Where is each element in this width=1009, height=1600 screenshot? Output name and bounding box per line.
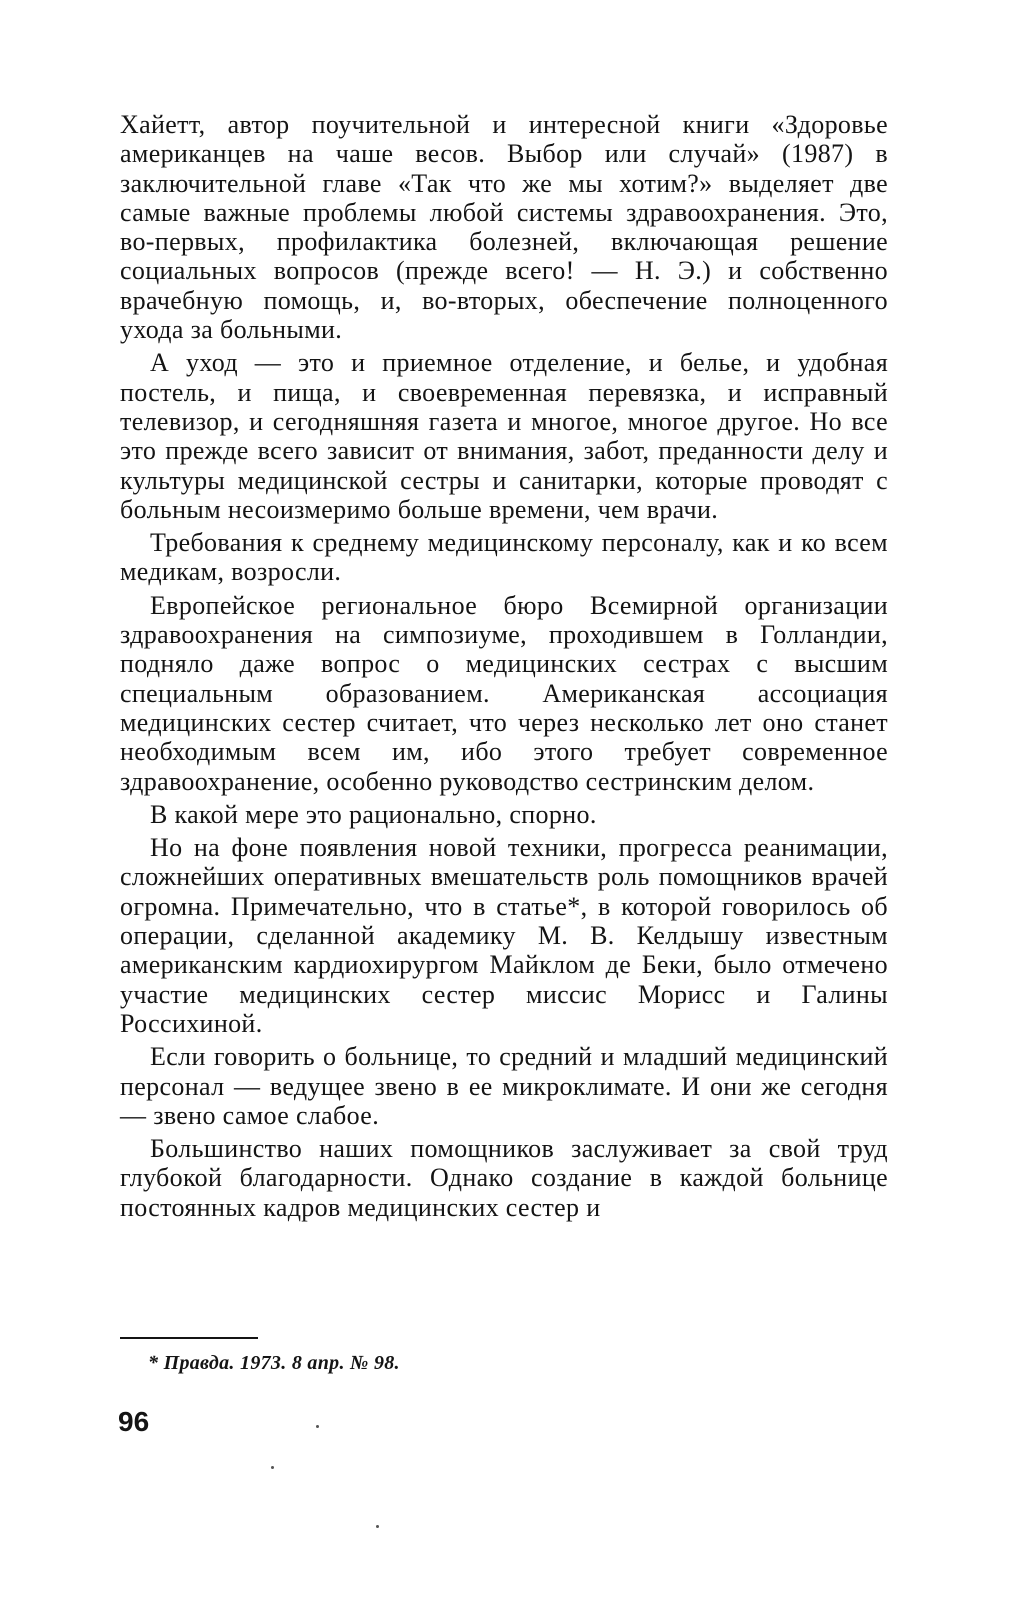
paragraph-8: Большинство наших помощников заслуживает за свой труд глубокой благодарности. Однако создание в каждой больнице постоянных кадров медицинских сестер и bbox=[120, 1134, 888, 1222]
scan-speck bbox=[376, 1525, 379, 1528]
paragraph-7: Если говорить о больнице, то средний и младший медицинский персонал — ведущее звено в ее микроклимате. И они же сегодня — звено самое слабое. bbox=[120, 1042, 888, 1130]
paragraph-5: В какой мере это рационально, спорно. bbox=[150, 799, 597, 829]
paragraph-1: Хайетт, автор поучительной и интересной книги «Здоровье американцев на чаше весов. Выбор или случай» (1987) в заключительной главе «Так что же мы хотим?» выделяет две самые важные проблемы любой системы здравоохранения. Это, во-первых, профилактика болезней, включающая решение социальных вопросов (прежде всего! — Н. Э.) и собственно врачебную помощь, и, во-вторых, обеспечение полноценного ухода за больными. bbox=[120, 110, 888, 345]
page-number: 96 bbox=[118, 1406, 150, 1437]
scan-speck bbox=[271, 1466, 274, 1469]
paragraph-3: Требования к среднему медицинскому персоналу, как и ко всем медикам, возросли. bbox=[120, 528, 888, 587]
paragraph-2: А уход — это и приемное отделение, и белье, и удобная постель, и пища, и своевременная перевязка, и исправный телевизор, и сегодняшняя газета и многое, многое другое. Но все это прежде всего зависит от внимания, забот, преданности делу и культуры медицинской сестры и санитарки, которые проводят с больным несоизмеримо больше времени, чем врачи. bbox=[120, 348, 888, 524]
footnote-divider bbox=[120, 1337, 258, 1339]
footnote: * Правда. 1973. 8 апр. № 98. bbox=[148, 1352, 400, 1374]
scan-speck bbox=[316, 1425, 319, 1428]
book-page-body bbox=[120, 110, 888, 1226]
paragraph-4: Европейское региональное бюро Всемирной организации здравоохранения на симпозиуме, проходившем в Голландии, подняло даже вопрос о медицинских сестрах с высшим специальным образованием. Американская ассоциация медицинских сестер считает, что через несколько лет оно станет необходимым всем им, ибо этого требует современное здравоохранение, особенно руководство сестринским делом. bbox=[120, 590, 888, 796]
paragraph-6: Но на фоне появления новой техники, прогресса реанимации, сложнейших оперативных вмешательств роль помощников врачей огромна. Примечательно, что в статье*, в которой говорилось об операции, сделанной академику М. В. Келдышу известным американским кардиохирургом Майклом де Беки, было отмечено участие медицинских сестер миссис Морисс и Галины Россихиной. bbox=[120, 833, 888, 1038]
